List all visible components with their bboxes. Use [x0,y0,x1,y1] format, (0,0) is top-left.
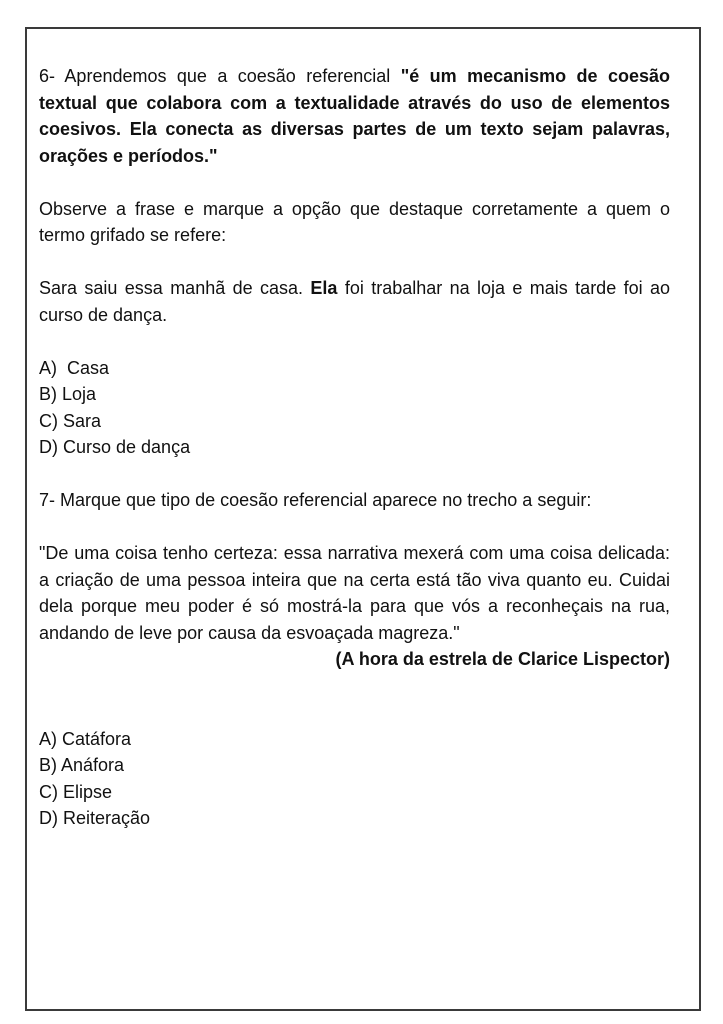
question-6-sentence [39,275,670,328]
question-6-instruction: Observe a frase e marque a opção que destaque corretamente a quem o termo grifado se refere: [39,198,670,245]
option-d[interactable]: D) Reiteração [39,808,151,828]
question-7-prompt: 7- Marque que tipo de coesão referencial aparece no trecho a seguir: [39,490,592,510]
spacer [39,249,670,276]
spacer [39,328,670,355]
option-c[interactable]: C) Elipse [39,781,113,802]
option-a[interactable]: A) Catáfora [39,728,132,749]
question-6-options [39,355,670,461]
spacer [39,514,670,541]
option-b[interactable]: B) Loja [39,384,97,404]
option-b[interactable]: B) Anáfora [39,755,125,775]
question-6-statement [39,63,670,169]
quote-source: (A hora da estrela de Clarice Lispector) [335,649,670,669]
spacer [39,461,670,488]
sentence-part-2: foi trabalhar na loja e mais tarde foi ao curso de dança. [39,278,670,325]
spacer [39,699,670,726]
spacer [39,169,670,196]
question-6-intro: 6- Aprendemos que a coesão referencial [39,66,401,86]
sentence-part-1: Sara saiu essa manhã de casa. [39,278,311,298]
spacer [39,673,670,700]
option-a[interactable]: A) Casa [39,357,110,378]
option-c[interactable]: C) Sara [39,410,102,431]
question-6-definition-quote: "é um mecanismo de coesão textual que colabora com a textualidade através do uso de elementos coesivos. Ela conecta as diversas partes de um texto sejam palavras, orações e períodos." [39,66,670,166]
option-d[interactable]: D) Curso de dança [39,437,191,457]
worksheet-content [39,63,670,832]
highlighted-term: Ela [310,278,338,298]
question-7-options [39,726,670,832]
question-7-quote: "De uma coisa tenho certeza: essa narrativa mexerá com uma coisa delicada: a criação de uma pessoa inteira que na certa está tão viva quanto eu. Cuidai dela porque meu poder é só mostrá-la para que vós a reconheçais na rua, andando de leve por causa da esvoaçada magreza." [39,543,670,643]
